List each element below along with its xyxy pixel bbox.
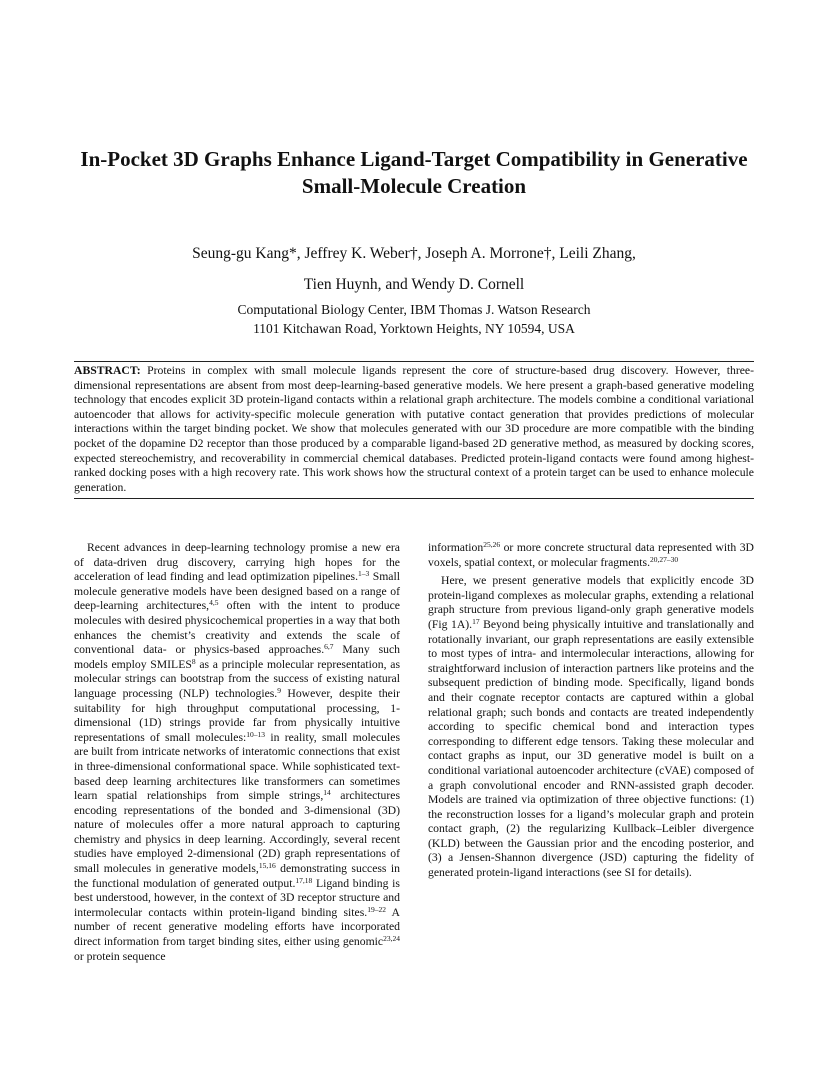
citation: 10–13 (246, 729, 266, 739)
authors-line-2: Tien Huynh, and Wendy D. Cornell (303, 276, 525, 293)
citation: 9 (277, 685, 281, 695)
citation: 4,5 (209, 598, 219, 608)
citation: 20,27–30 (650, 554, 679, 564)
affiliation (90, 300, 738, 338)
paragraph-intro: Recent advances in deep-learning technology promise a new era of data-driven drug discovery, carrying high hopes for the acceleration of lead finding and lead optimization pipelines.$^{1-3}$ Small molecule generative models have been designed based on a range of deep-learning architectures,$^{4,5}$ often with the intent to produce molecules with desired physicochemical properties in a way that both enhances the chemist’s creativity and extends the scale of conventional data- or physics-based approaches.$^{6,7}$ Many such models employ SMILES$^8$ as a principle molecular representation, as molecular strings can bootstrap from the success of existing natural language processing (NLP) technologies.$^9$ However, despite their suitability for high throughput computational processing, 1-dimensional (1D) strings provide far from physically intuitive representations of small molecules:$^{10-13}$ in reality, small molecules are built from intricate networks of interatomic connections that exist in three-dimensional conformational space. While sophisticated text-based deep learning architectures like transformers can sometimes learn spatial relationships from simple strings,$^{14}$ architectures encoding representations of the bonded and 3-dimensional (3D) nature of molecules offer a more natural approach to capturing chemistry and physics in deep learning. Accordingly, several recent studies have employed 2-dimensional (2D) graph representations of small molecules in generative models,$^{15,16}$ demonstrating success in the functional modulation of generated output.$^{17,18}$ Ligand binding is best understood, however, in the context of 3D receptor structure and intermolecular contacts within protein-ligand binding sites.$^{19-22}$ A number of recent generative modeling efforts have incorporated direct information from target binding sites, either using genomic$^{23,24}$ or protein sequence (74, 541, 401, 963)
citation: 19–22 (367, 904, 386, 914)
authors-line-1: Seung-gu Kang*, Jeffrey K. Weber†, Joseph A. Morrone†, Leili Zhang, (192, 245, 636, 262)
affiliation-line-2: 1101 Kitchawan Road, Yorktown Heights, NY 10594, USA (253, 321, 575, 336)
abstract (74, 361, 754, 499)
paper-title: In-Pocket 3D Graphs Enhance Ligand-Target Compatibility in Generative Small-Molecule Creation (80, 147, 748, 198)
paragraph-method: Here, we present generative models that explicitly encode 3D protein-ligand complexes as molecular graphs, extending a relational graph structure from previous ligand-only graph generative models (Fig 1A).$^{17}$ Beyond being physically intuitive and translationally and rotationally invariant, our graph representations are easily extensible to most types of intra- and intermolecular interactions, allowing for straightforward inclusion of interaction partners like proteins and the subsequent prediction of binding mode. Specifically, ligand bonds and their cognate receptor contacts are captured within a global relational graph; such bonds and contacts are treated independently according to specific chemical bond and interaction types corresponding to different edge tensors. Taking these molecular and contact graphs as input, our 3D generative model is built on a conditional variational autoencoder architecture (cVAE) composed of a graph convolutional encoder and RNN-assisted graph decoder. Models are trained via optimization of three objective functions: (1) the reconstruction losses for a ligand’s molecular graph and protein contact graph, (2) the regularizing Kullback–Leibler divergence (KLD) between the Gaussian prior and the encoding posterior, and (3) a Jensen-Shannon divergence (JSD) capturing the fidelity of generated protein-ligand interactions (see SI for details). (428, 574, 754, 880)
affiliation-line-1: Computational Biology Center, IBM Thomas J. Watson Research (237, 302, 591, 317)
citation: 25,26 (483, 540, 501, 549)
citation: 8 (191, 656, 196, 666)
citation: 14 (323, 788, 331, 798)
author-list (90, 238, 738, 300)
citation: 23,24 (383, 934, 400, 944)
abstract-label: ABSTRACT: (74, 364, 141, 377)
paragraph-continued: information$^{25,26}$ or more concrete structural data represented with 3D voxels, spatial context, or molecular fragments.$^{20,27-30}$ (428, 540, 754, 569)
citation: 15,16 (258, 861, 276, 871)
citation: 6,7 (324, 642, 334, 652)
citation: 17,18 (295, 875, 313, 885)
citation: 17 (472, 616, 480, 626)
abstract-text: Proteins in complex with small molecule ligands represent the core of structure-based drug discovery. However, three-dimensional representations are absent from most deep-learning-based generative models. We here present a graph-based generative modeling technology that encodes explicit 3D protein-ligand contacts within a relational graph architecture. The models combine a conditional variational autoencoder that allows for activity-specific molecule generation with putative contact generation that provides predictions of molecular interactions within the target binding pocket. We show that molecules generated with our 3D procedure are more compatible with the binding pocket of the dopamine D2 receptor than those produced by a comparable ligand-based 2D generative method, as measured by docking scores, expected stereochemistry, and recoverability in commercial chemical databases. Predicted protein-ligand contacts were found among highest-ranked docking poses with a high recovery rate. This work shows how the structural context of a protein target can be used to enhance molecule generation. (74, 364, 755, 494)
citation: 1–3 (358, 569, 370, 579)
body-column-left (74, 541, 400, 964)
body-column-right (428, 541, 754, 881)
